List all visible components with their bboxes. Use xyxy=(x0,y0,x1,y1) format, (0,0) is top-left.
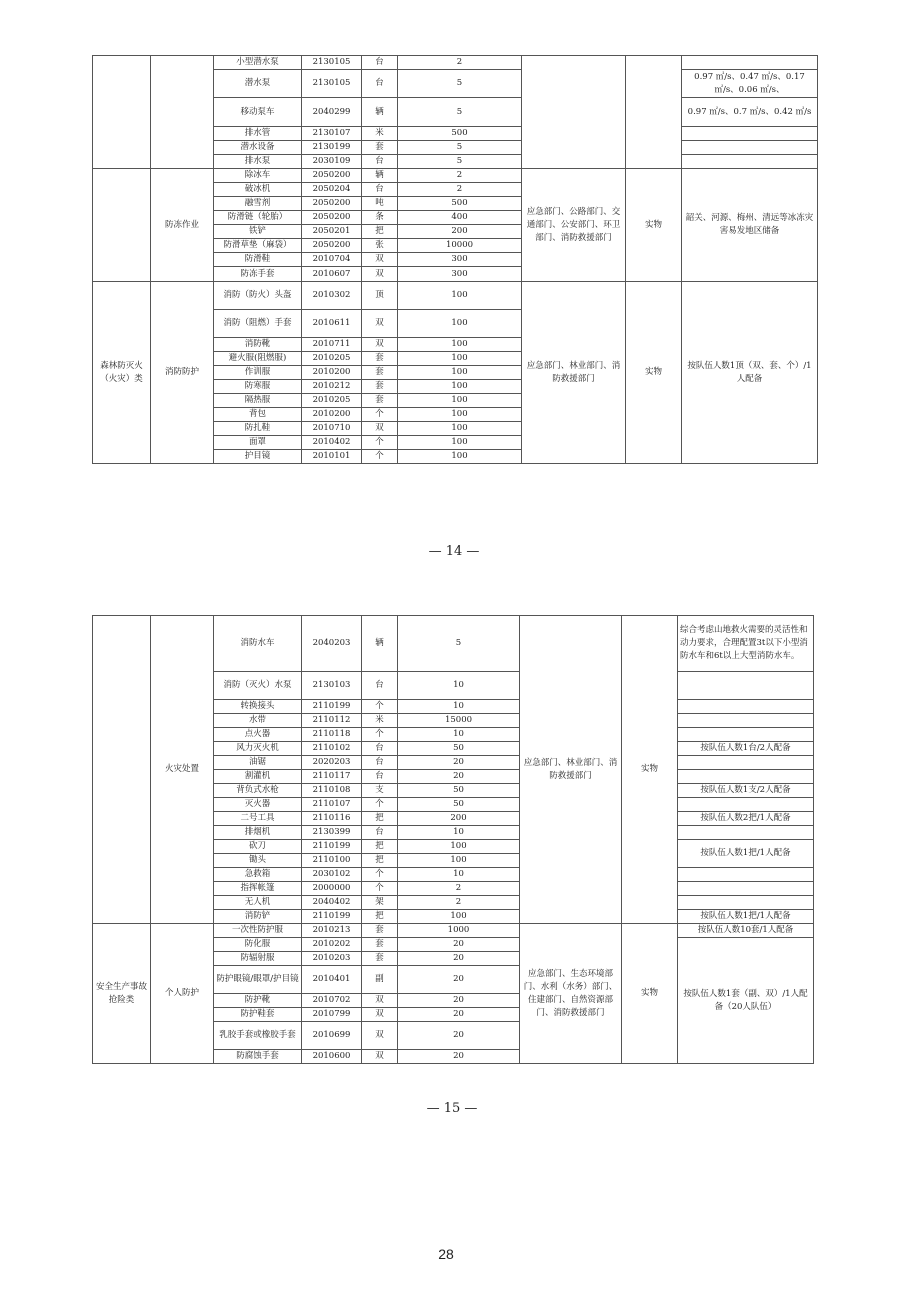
item-code: 2010611 xyxy=(302,310,362,338)
item-name: 割灌机 xyxy=(214,770,302,784)
item-unit: 米 xyxy=(362,127,398,141)
note-cell xyxy=(678,728,814,742)
item-unit: 双 xyxy=(362,994,398,1008)
item-code: 2110102 xyxy=(302,742,362,756)
item-code: 2010202 xyxy=(302,938,362,952)
item-code: 2050200 xyxy=(302,197,362,211)
item-unit: 把 xyxy=(362,854,398,868)
item-name: 防滑鞋 xyxy=(214,253,302,267)
note-cell xyxy=(678,756,814,770)
item-name: 防冻手套 xyxy=(214,267,302,282)
item-code: 2010600 xyxy=(302,1050,362,1064)
item-unit: 张 xyxy=(362,239,398,253)
item-qty: 2 xyxy=(398,896,520,910)
item-qty: 20 xyxy=(398,938,520,952)
item-code: 2110100 xyxy=(302,854,362,868)
note-cell: 按队伍人数1顶（双、套、个）/1人配备 xyxy=(682,282,818,464)
item-qty: 10 xyxy=(398,700,520,714)
item-qty: 10 xyxy=(398,826,520,840)
item-unit: 套 xyxy=(362,394,398,408)
item-name: 消防靴 xyxy=(214,338,302,352)
note-cell xyxy=(678,896,814,910)
item-name: 防护靴 xyxy=(214,994,302,1008)
item-qty: 20 xyxy=(398,756,520,770)
item-qty: 20 xyxy=(398,1022,520,1050)
item-qty: 100 xyxy=(398,450,522,464)
dept-cell: 应急部门、生态环境部门、水利（水务）部门、住建部门、自然资源部门、消防救援部门 xyxy=(520,924,622,1064)
item-code: 2010711 xyxy=(302,338,362,352)
item-qty: 100 xyxy=(398,910,520,924)
item-qty: 10 xyxy=(398,728,520,742)
page-number: — 14 — xyxy=(428,544,480,559)
item-code: 2010402 xyxy=(302,436,362,450)
item-code: 2130103 xyxy=(302,672,362,700)
page-number: — 15 — xyxy=(426,1101,478,1116)
item-name: 消防（灭火）水泵 xyxy=(214,672,302,700)
item-unit: 个 xyxy=(362,868,398,882)
item-qty: 50 xyxy=(398,784,520,798)
item-name: 消防（阻燃）手套 xyxy=(214,310,302,338)
item-qty: 100 xyxy=(398,854,520,868)
item-code: 2010710 xyxy=(302,422,362,436)
item-qty: 400 xyxy=(398,211,522,225)
item-code: 2050200 xyxy=(302,211,362,225)
table-row xyxy=(93,924,814,938)
note-cell: 按队伍人数2把/1人配备 xyxy=(678,812,814,826)
item-unit: 双 xyxy=(362,310,398,338)
item-code: 2050201 xyxy=(302,225,362,239)
item-qty: 5 xyxy=(398,141,522,155)
item-code: 2010212 xyxy=(302,380,362,394)
item-qty: 100 xyxy=(398,408,522,422)
item-code: 2130199 xyxy=(302,141,362,155)
table-row xyxy=(93,169,818,183)
type-cell: 实物 xyxy=(626,169,682,282)
note-cell xyxy=(678,868,814,882)
item-code: 2040203 xyxy=(302,616,362,672)
item-code: 2110118 xyxy=(302,728,362,742)
item-qty: 20 xyxy=(398,994,520,1008)
item-qty: 100 xyxy=(398,310,522,338)
item-unit: 台 xyxy=(362,70,398,98)
item-unit: 套 xyxy=(362,352,398,366)
item-qty: 2 xyxy=(398,882,520,896)
item-unit: 吨 xyxy=(362,197,398,211)
category-cell xyxy=(93,169,151,282)
note-cell: 0.97 ㎡/s、0.47 ㎡/s、0.17 ㎡/s、0.06 ㎡/s、 xyxy=(682,70,818,98)
item-name: 防护鞋套 xyxy=(214,1008,302,1022)
note-cell: 0.97 ㎡/s、0.7 ㎡/s、0.42 ㎡/s xyxy=(682,98,818,127)
item-qty: 100 xyxy=(398,366,522,380)
item-code: 2050200 xyxy=(302,169,362,183)
item-name: 背负式水枪 xyxy=(214,784,302,798)
item-qty: 2 xyxy=(398,183,522,197)
item-name: 护目镜 xyxy=(214,450,302,464)
item-name: 灭火器 xyxy=(214,798,302,812)
item-qty: 300 xyxy=(398,267,522,282)
item-name: 背包 xyxy=(214,408,302,422)
table-row xyxy=(93,282,818,310)
subcategory-cell: 防冻作业 xyxy=(151,169,214,282)
item-unit: 辆 xyxy=(362,616,398,672)
item-name: 小型潜水泵 xyxy=(214,56,302,70)
item-code: 2110199 xyxy=(302,840,362,854)
item-code: 2110112 xyxy=(302,714,362,728)
dept-cell: 应急部门、林业部门、消防救援部门 xyxy=(520,616,622,924)
item-name: 防化服 xyxy=(214,938,302,952)
item-name: 面罩 xyxy=(214,436,302,450)
item-name: 砍刀 xyxy=(214,840,302,854)
item-qty: 100 xyxy=(398,436,522,450)
item-name: 防腐蚀手套 xyxy=(214,1050,302,1064)
page15-table xyxy=(92,615,814,1064)
item-code: 2110199 xyxy=(302,700,362,714)
item-unit: 台 xyxy=(362,56,398,70)
type-cell: 实物 xyxy=(622,924,678,1064)
item-unit: 双 xyxy=(362,1008,398,1022)
subcategory-cell xyxy=(151,56,214,169)
note-cell xyxy=(678,882,814,896)
item-unit: 台 xyxy=(362,756,398,770)
item-name: 防护眼镜/眼罩/护目镜 xyxy=(214,966,302,994)
item-code: 2040299 xyxy=(302,98,362,127)
item-unit: 套 xyxy=(362,938,398,952)
item-code: 2110108 xyxy=(302,784,362,798)
note-cell xyxy=(682,155,818,169)
item-name: 一次性防护服 xyxy=(214,924,302,938)
item-code: 2110117 xyxy=(302,770,362,784)
item-unit: 顶 xyxy=(362,282,398,310)
item-name: 防辐射服 xyxy=(214,952,302,966)
item-name: 转换接头 xyxy=(214,700,302,714)
item-unit: 双 xyxy=(362,267,398,282)
item-qty: 10000 xyxy=(398,239,522,253)
item-unit: 架 xyxy=(362,896,398,910)
item-code: 2010205 xyxy=(302,394,362,408)
note-cell: 按队伍人数1把/1人配备 xyxy=(678,910,814,924)
item-code: 2050200 xyxy=(302,239,362,253)
note-cell: 综合考虑山地救火需要的灵活性和动力要求，合理配置3t以下小型消防水车和6t以上大型消防水车。 xyxy=(678,616,814,672)
item-qty: 10 xyxy=(398,672,520,700)
item-code: 2010704 xyxy=(302,253,362,267)
item-qty: 5 xyxy=(398,98,522,127)
item-code: 2110199 xyxy=(302,910,362,924)
type-cell: 实物 xyxy=(622,616,678,924)
item-name: 二号工具 xyxy=(214,812,302,826)
subcategory-cell: 消防防护 xyxy=(151,282,214,464)
item-unit: 台 xyxy=(362,742,398,756)
item-name: 潜水泵 xyxy=(214,70,302,98)
item-code: 2010702 xyxy=(302,994,362,1008)
item-unit: 把 xyxy=(362,910,398,924)
item-qty: 100 xyxy=(398,352,522,366)
item-unit: 条 xyxy=(362,211,398,225)
item-name: 排水管 xyxy=(214,127,302,141)
item-code: 2010302 xyxy=(302,282,362,310)
category-cell: 安全生产事故抢险类 xyxy=(93,924,151,1064)
item-name: 排烟机 xyxy=(214,826,302,840)
note-cell xyxy=(678,700,814,714)
item-name: 融雪剂 xyxy=(214,197,302,211)
item-unit: 辆 xyxy=(362,98,398,127)
item-code: 2010200 xyxy=(302,408,362,422)
item-code: 2010205 xyxy=(302,352,362,366)
item-name: 作训服 xyxy=(214,366,302,380)
item-code: 2130399 xyxy=(302,826,362,840)
item-unit: 台 xyxy=(362,770,398,784)
subcategory-cell: 个人防护 xyxy=(151,924,214,1064)
item-code: 2010101 xyxy=(302,450,362,464)
category-cell: 森林防灭火（火灾）类 xyxy=(93,282,151,464)
item-qty: 20 xyxy=(398,1008,520,1022)
item-code: 2030109 xyxy=(302,155,362,169)
item-unit: 把 xyxy=(362,812,398,826)
item-name: 隔热服 xyxy=(214,394,302,408)
item-code: 2010213 xyxy=(302,924,362,938)
category-cell xyxy=(93,56,151,169)
note-cell: 韶关、河源、梅州、清远等冰冻灾害易发地区储备 xyxy=(682,169,818,282)
item-code: 2010799 xyxy=(302,1008,362,1022)
item-unit: 把 xyxy=(362,840,398,854)
item-code: 2110116 xyxy=(302,812,362,826)
item-name: 防寒服 xyxy=(214,380,302,394)
item-qty: 5 xyxy=(398,70,522,98)
item-code: 2040402 xyxy=(302,896,362,910)
item-unit: 副 xyxy=(362,966,398,994)
table-row xyxy=(93,616,814,672)
item-code: 2130105 xyxy=(302,56,362,70)
item-name: 锄头 xyxy=(214,854,302,868)
item-qty: 100 xyxy=(398,282,522,310)
item-qty: 20 xyxy=(398,966,520,994)
item-code: 2010607 xyxy=(302,267,362,282)
item-qty: 2 xyxy=(398,56,522,70)
item-unit: 双 xyxy=(362,338,398,352)
item-unit: 个 xyxy=(362,882,398,896)
subcategory-cell: 火灾处置 xyxy=(151,616,214,924)
dept-cell xyxy=(522,56,626,169)
note-cell: 按队伍人数1套（副、双）/1人配备（20人队伍） xyxy=(678,938,814,1064)
note-cell xyxy=(678,826,814,840)
item-name: 防滑草垫（麻袋） xyxy=(214,239,302,253)
page14-table xyxy=(92,55,818,464)
item-unit: 米 xyxy=(362,714,398,728)
note-cell xyxy=(682,127,818,141)
item-name: 铁铲 xyxy=(214,225,302,239)
item-qty: 500 xyxy=(398,197,522,211)
item-qty: 20 xyxy=(398,952,520,966)
item-name: 水带 xyxy=(214,714,302,728)
item-code: 2010699 xyxy=(302,1022,362,1050)
item-name: 避火服(阻燃服) xyxy=(214,352,302,366)
item-code: 2050204 xyxy=(302,183,362,197)
item-unit: 个 xyxy=(362,450,398,464)
item-name: 无人机 xyxy=(214,896,302,910)
item-code: 2110107 xyxy=(302,798,362,812)
item-qty: 100 xyxy=(398,338,522,352)
item-qty: 15000 xyxy=(398,714,520,728)
item-unit: 双 xyxy=(362,422,398,436)
category-cell xyxy=(93,616,151,924)
item-unit: 台 xyxy=(362,672,398,700)
item-unit: 套 xyxy=(362,924,398,938)
table-row xyxy=(93,56,818,70)
item-unit: 个 xyxy=(362,798,398,812)
item-qty: 1000 xyxy=(398,924,520,938)
item-name: 油锯 xyxy=(214,756,302,770)
note-cell: 按队伍人数10套/1人配备 xyxy=(678,924,814,938)
item-code: 2130107 xyxy=(302,127,362,141)
item-code: 2010200 xyxy=(302,366,362,380)
item-unit: 套 xyxy=(362,141,398,155)
note-cell xyxy=(678,672,814,700)
item-qty: 5 xyxy=(398,616,520,672)
note-cell xyxy=(682,56,818,70)
item-qty: 10 xyxy=(398,868,520,882)
item-name: 急救箱 xyxy=(214,868,302,882)
item-code: 2030102 xyxy=(302,868,362,882)
item-name: 防扎鞋 xyxy=(214,422,302,436)
item-qty: 100 xyxy=(398,422,522,436)
type-cell xyxy=(626,56,682,169)
type-cell: 实物 xyxy=(626,282,682,464)
dept-cell: 应急部门、公路部门、交通部门、公安部门、环卫部门、消防救援部门 xyxy=(522,169,626,282)
item-name: 风力灭火机 xyxy=(214,742,302,756)
item-code: 2010203 xyxy=(302,952,362,966)
item-unit: 个 xyxy=(362,436,398,450)
item-unit: 支 xyxy=(362,784,398,798)
dept-cell: 应急部门、林业部门、消防救援部门 xyxy=(522,282,626,464)
item-name: 破冰机 xyxy=(214,183,302,197)
item-name: 潜水设备 xyxy=(214,141,302,155)
item-name: 防滑链（轮胎） xyxy=(214,211,302,225)
item-qty: 5 xyxy=(398,155,522,169)
item-unit: 双 xyxy=(362,253,398,267)
item-unit: 个 xyxy=(362,728,398,742)
item-code: 2130105 xyxy=(302,70,362,98)
item-unit: 套 xyxy=(362,380,398,394)
item-qty: 50 xyxy=(398,798,520,812)
item-name: 消防水车 xyxy=(214,616,302,672)
note-cell xyxy=(678,798,814,812)
note-cell: 按队伍人数1台/2人配备 xyxy=(678,742,814,756)
note-cell xyxy=(682,141,818,155)
item-name: 消防（防火）头盔 xyxy=(214,282,302,310)
item-unit: 台 xyxy=(362,826,398,840)
item-name: 移动泵车 xyxy=(214,98,302,127)
item-qty: 100 xyxy=(398,380,522,394)
item-code: 2000000 xyxy=(302,882,362,896)
item-unit: 把 xyxy=(362,225,398,239)
item-code: 2020203 xyxy=(302,756,362,770)
item-name: 乳胶手套或橡胶手套 xyxy=(214,1022,302,1050)
item-qty: 50 xyxy=(398,742,520,756)
item-qty: 500 xyxy=(398,127,522,141)
item-name: 除冰车 xyxy=(214,169,302,183)
item-unit: 台 xyxy=(362,155,398,169)
item-unit: 辆 xyxy=(362,169,398,183)
item-qty: 200 xyxy=(398,812,520,826)
item-qty: 20 xyxy=(398,770,520,784)
item-qty: 100 xyxy=(398,394,522,408)
item-name: 排水泵 xyxy=(214,155,302,169)
item-name: 指挥帐篷 xyxy=(214,882,302,896)
item-unit: 台 xyxy=(362,183,398,197)
item-unit: 套 xyxy=(362,366,398,380)
note-cell: 按队伍人数1支/2人配备 xyxy=(678,784,814,798)
item-unit: 个 xyxy=(362,700,398,714)
note-cell: 按队伍人数1把/1人配备 xyxy=(678,840,814,868)
item-unit: 个 xyxy=(362,408,398,422)
note-cell xyxy=(678,714,814,728)
item-qty: 200 xyxy=(398,225,522,239)
item-unit: 双 xyxy=(362,1050,398,1064)
item-qty: 300 xyxy=(398,253,522,267)
item-code: 2010401 xyxy=(302,966,362,994)
note-cell xyxy=(678,770,814,784)
item-unit: 双 xyxy=(362,1022,398,1050)
item-name: 消防铲 xyxy=(214,910,302,924)
item-unit: 套 xyxy=(362,952,398,966)
item-qty: 2 xyxy=(398,169,522,183)
item-qty: 20 xyxy=(398,1050,520,1064)
item-name: 点火器 xyxy=(214,728,302,742)
item-qty: 100 xyxy=(398,840,520,854)
footer-page-number: 28 xyxy=(438,1246,454,1262)
